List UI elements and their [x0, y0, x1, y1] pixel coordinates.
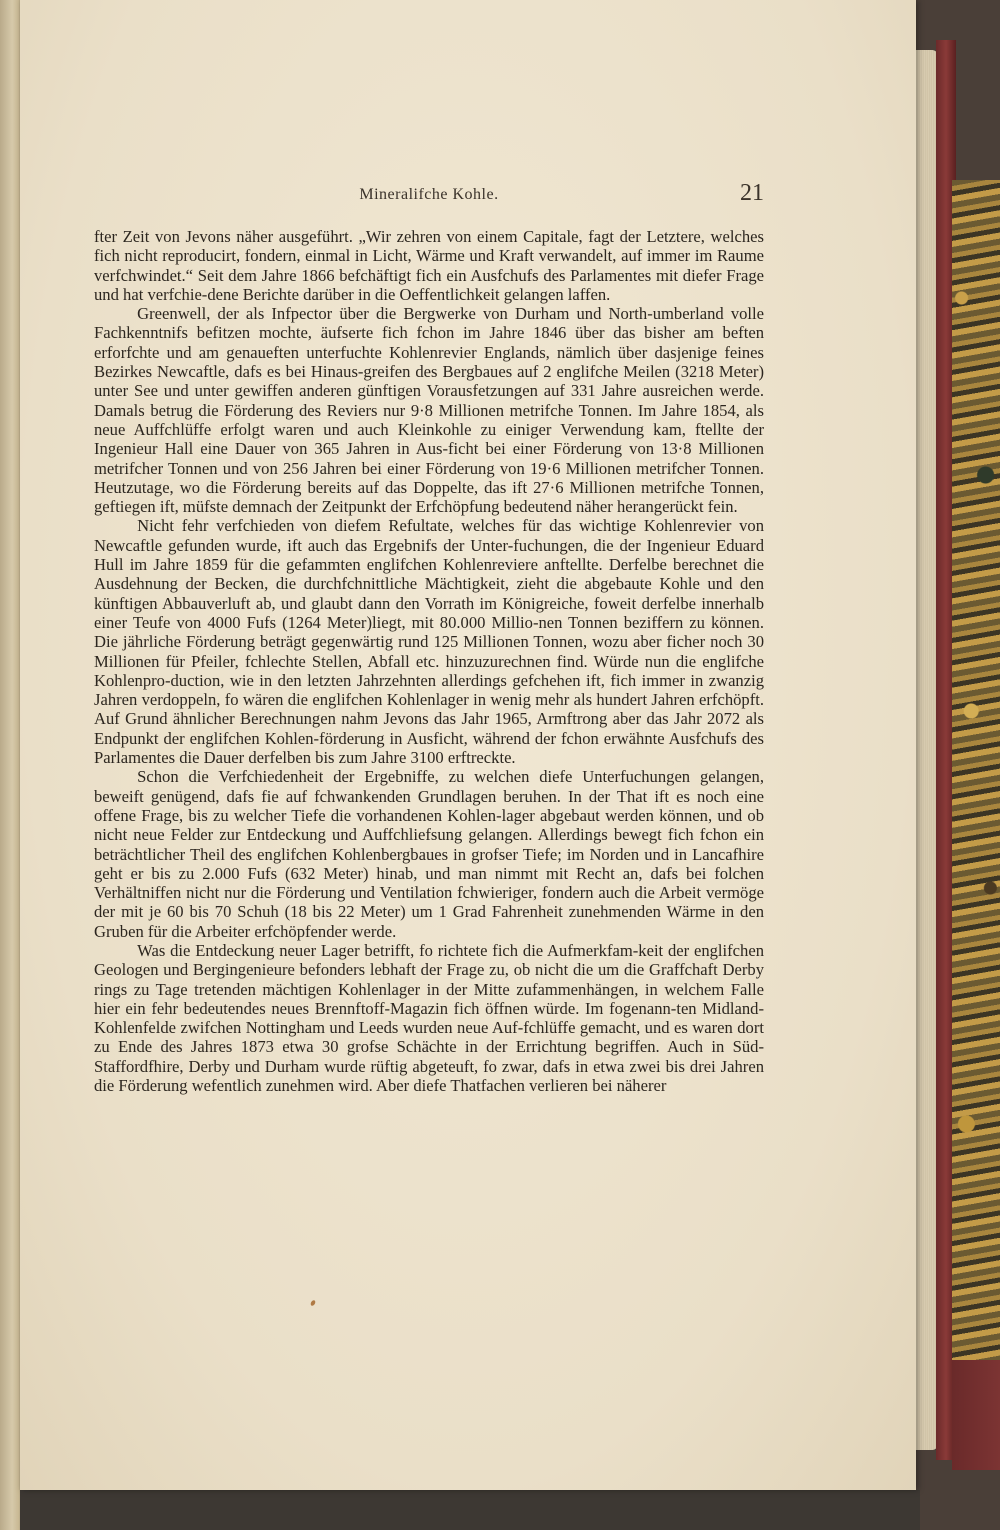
page-number: 21 — [740, 180, 764, 206]
left-page-edge — [0, 0, 22, 1530]
marbled-cover — [952, 180, 1000, 1360]
paragraph-2: Greenwell, der als Infpector über die Bergwerke von Durham und North-umberland volle Fachkenntnifs befitzen mochte, äufserte fich fchon im Jahre 1846 über das bisher am beften erforfchte und am genaueften unterfuchte Kohlenrevier Englands, nämlich über dasjenige feines Bezirkes Newcaftle, dafs es bei Hinaus-greifen des Bergbaues auf 2 englifche Meilen (3218 Meter) unter See und unter gewiffen anderen günftigen Vorausfetzungen auf 331 Jahre ausreichen werde. Damals betrug die Förderung des Reviers nur 9·8 Millionen metrifche Tonnen. Im Jahre 1854, als neue Auffchlüffe erfolgt waren und auch Kleinkohle zu einiger Verwendung kam, ftellte der Ingenieur Hall eine Dauer von 365 Jahren in Aus-ficht bei einer Förderung von 13·8 Millionen metrifcher Tonnen und von 256 Jahren bei einer Förderung von 19·6 Millionen metrifcher Tonnen. Heutzutage, wo die Förderung bereits auf das Doppelte, das ift 27·6 Millionen metrifche Tonnen, geftiegen ift, müfste demnach der Zeitpunkt der Erfchöpfung bedeutend näher herangerückt fein. — [94, 304, 764, 517]
paragraph-5: Was die Entdeckung neuer Lager betrifft, fo richtete fich die Aufmerkfam-keit der englifchen Geologen und Bergingenieure befonders lebhaft der Frage zu, ob nicht die um die Graffchaft Derby rings zu Tage tretenden mächtigen Kohlenlager in der Mitte zufammenhängen, in welchem Falle hier ein fehr bedeutendes neues Brennftoff-Magazin fich öffnen würde. Im fogenann-ten Midland-Kohlenfelde zwifchen Nottingham und Leeds wurden neue Auf-fchlüffe gemacht, und es waren dort zu Ende des Jahres 1873 etwa 30 grofse Schächte in der Errichtung begriffen. Auch in Süd-Staffordfhire, Derby und Durham wurde rüftig abgeteuft, fo zwar, dafs in etwa zwei bis drei Jahren die Förderung wefentlich zunehmen wird. Aber diefe Thatfachen verlieren bei näherer — [94, 940, 764, 1096]
paragraph-4: Schon die Verfchiedenheit der Ergebniffe, zu welchen diefe Unterfuchungen gelangen, beweift genügend, dafs fie auf fchwankenden Grundlagen beruhen. In der That ift es noch eine offene Frage, bis zu welcher Tiefe die vorhandenen Kohlen-lager abgebaut werden können, und ob nicht neue Felder zur Entdeckung und Auffchliefsung gelangen. Allerdings bewegt fich fchon ein beträchtlicher Theil des englifchen Kohlenbergbaues in grofser Tiefe; im Norden und in Lancafhire geht er bis zu 2.000 Fufs (632 Meter) hinab, und man nimmt mit Recht an, dafs bei folchen Verhältniffen nicht nur die Förderung und Ventilation fchwieriger, fondern auch die Arbeit vermöge der mit je 60 bis 70 Schuh (18 bis 22 Meter) um 1 Grad Fahrenheit zunehmenden Wärme in den Gruben für die Arbeiter erfchöpfender werde. — [94, 767, 764, 941]
cover-lower — [952, 1360, 1000, 1470]
body-text — [94, 227, 764, 1095]
paragraph-3: Nicht fehr verfchieden von diefem Refultate, welches für das wichtige Kohlenrevier von Newcaftle gefunden wurde, ift auch das Ergebnifs der Unter-fuchungen, die der Ingenieur Eduard Hull im Jahre 1859 für die gefammten englifchen Kohlenreviere anftellte. Derfelbe berechnet die Ausdehnung der Becken, die durchfchnittliche Mächtigkeit, zieht die abgebaute Kohle und den künftigen Abbauverluft ab, und glaubt dann den Vorrath im Königreiche, foweit derfelbe innerhalb einer Teufe von 4000 Fufs (1264 Meter)liegt, mit 80.000 Millio-nen Tonnen beziffern zu können. Die jährliche Förderung beträgt gegenwärtig rund 125 Millionen Tonnen, wozu aber ficher noch 30 Millionen für Pfeiler, fchlechte Stellen, Abfall etc. hinzuzurechnen find. Würde nun die englifche Kohlenpro-duction, wie in den letzten Jahrzehnten allerdings gefchehen ift, fich immer in zwanzig Jahren verdoppeln, fo wären die englifchen Kohlenlager in wenig mehr als hundert Jahren erfchöpft. Auf Grund ähnlicher Berechnungen nahm Jevons das Jahr 1965, Armftrong aber das Jahr 2072 als Endpunkt der englifchen Kohlen-förderung in Ausficht, während der fchon erwähnte Ausfchufs des Parlamentes die Dauer derfelben bis zum Jahre 3100 erftreckte. — [94, 516, 764, 768]
page-shadow — [20, 1490, 920, 1530]
running-head — [94, 180, 764, 210]
paragraph-1: fter Zeit von Jevons näher ausgeführt. „Wir zehren von einem Capitale, fagt der Letztere, welches fich nicht reproducirt, fondern, einmal in Licht, Wärme und Kraft verwandelt, auf immer im Raume verfchwindet.“ Seit dem Jahre 1866 befchäftigt fich ein Ausfchufs des Parlamentes mit diefer Frage und hat verfchie-dene Berichte darüber in die Oeffentlichkeit gelangen laffen. — [94, 227, 764, 304]
running-title: Mineralifche Kohle. — [359, 186, 499, 203]
